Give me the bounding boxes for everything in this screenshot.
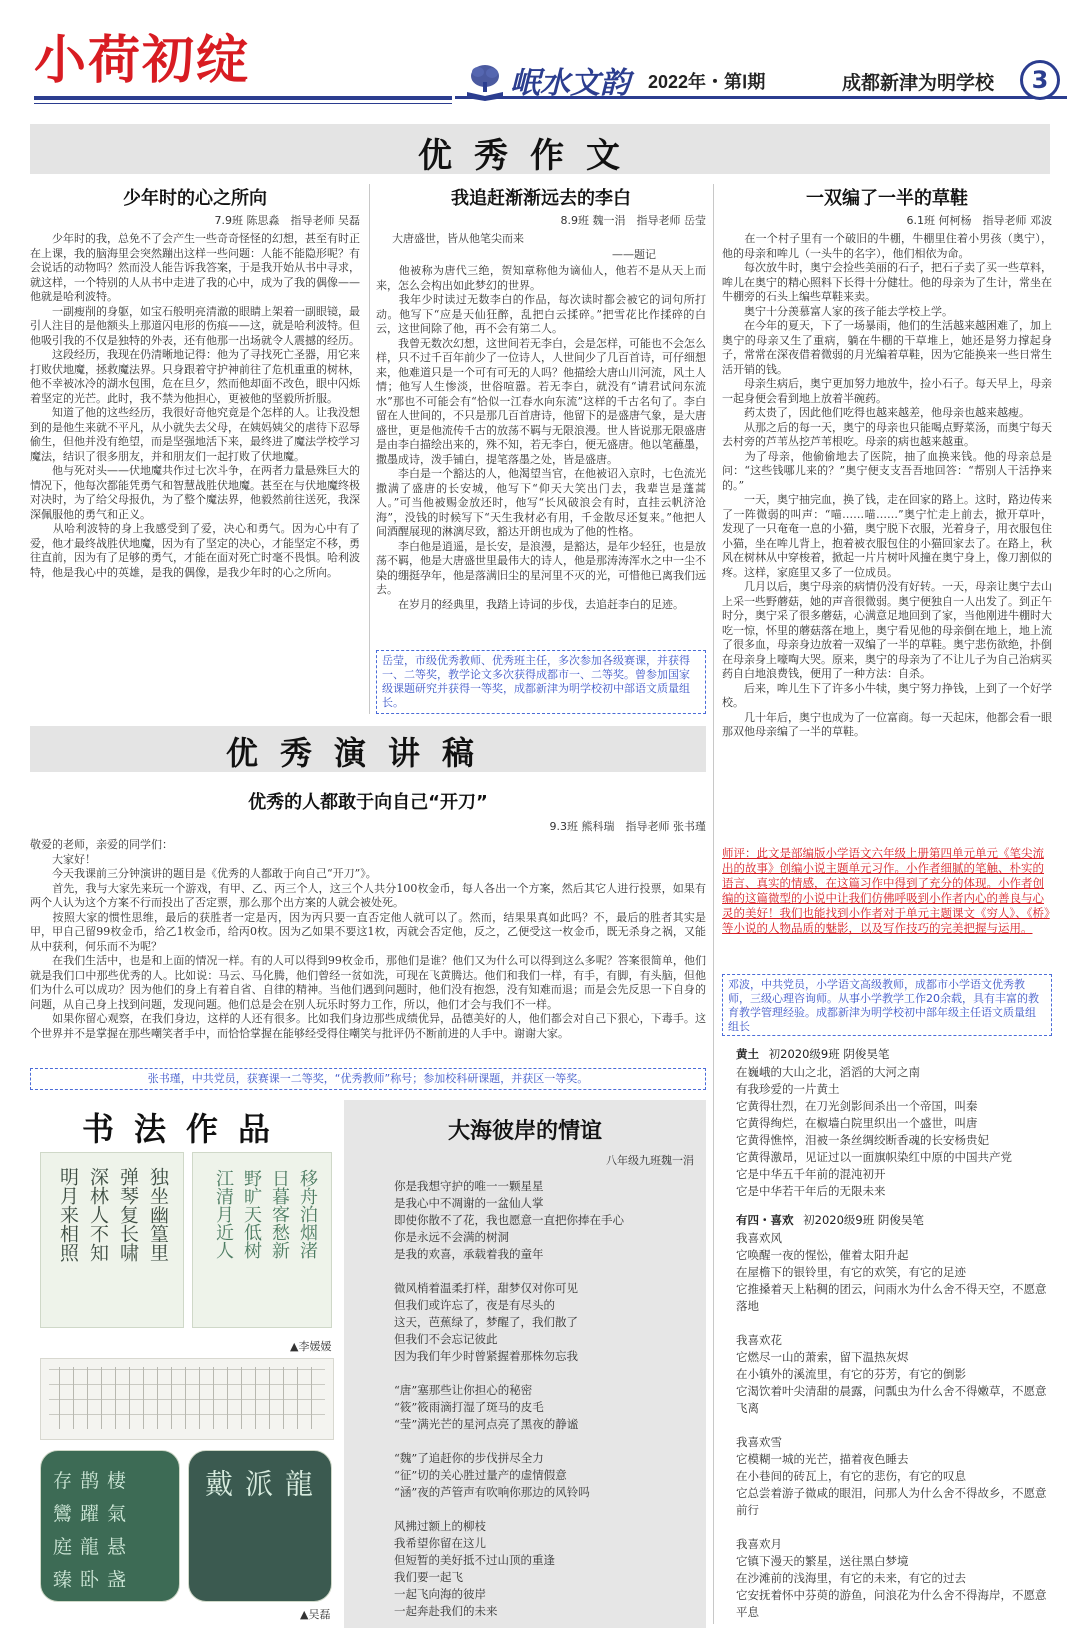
essays-banner-title: 优秀作文 [418,136,642,176]
masthead-school: 成都新津为明学校 [842,73,995,94]
poem3-byline: 初2020级9班 阴俊吴笔 [803,1213,924,1227]
calligraphy-scroll-texture [49,1367,325,1429]
calligraphy-card-2 [192,1152,332,1328]
essays-banner [30,124,1050,174]
poem3-body: 我喜欢风 它唤醒一夜的惺忪，催着太阳升起 在屋檐下的银铃里，有它的欢笑，有它的足迹 它推搡着天上粘稠的团云，问雨水为什么舍不得天空，不愿意落地 我喜欢花 它燃尽一山的萧索，留下温热灰烬 在小镇外的溪流里，有它的芬芳，有它的倒影 它渴饮着叶尖清甜的晨露，问瓢虫为什么舍不得嫩草，不愿意飞离 我喜欢雪 它模糊一城的光芒，描着夜色睡去 在小巷间的砖瓦上，有它的悲伤，有它的叹息 它总尝着游子微咸的眼泪，问那人为什么舍不得故乡，不愿意前行 我喜欢月 它镇下漫天的繁星，送往黑白梦境 在沙滩前的浅海里，有它的未来，有它的过去 它安抚着怀中芬萸的游鱼，问浪花为什么舍不得海岸，不愿意平息 [736,1231,1047,1619]
page-number-badge: 3 [1020,60,1060,100]
calligraphy-card-1-text: 独坐幽篁里 弹琴复长啸 深林人不知 明月来相照 [57,1167,169,1262]
column-divider [369,184,370,714]
calligraphy-scroll [40,1358,334,1440]
essay2-byline: 8.9班 魏一涓 指导老师 岳莹 [560,214,706,227]
essay2-title: 我追赶渐渐远去的李白 [451,188,631,209]
essay3-body: 在一个村子里有一个破旧的牛棚，牛棚里住着小男孩（奥宁），他的母亲和哞儿（一头牛的名字），他们相依为命。 每次放牛时，奥宁会捡些美丽的石子，把石子卖了买一些草料，哞儿在奥宁的精心照料下长得十分健壮。他的母亲为了生计，常坐在牛棚旁的石头上编些草鞋来卖。 奥宁十分羡慕富人家的孩子能去学校上学。 在今年的夏天，下了一场暴雨，他们的生活越来越困难了，加上奥宁的母亲又生了重病，躺在牛棚的干草堆上，她还是努力撑起身子，常常在深夜借着微弱的月光编着草鞋，因为它能换来一些日常生活开销的钱。 母亲生病后，奥宁更加努力地放牛，捡小石子。每天早上，母亲一起身便会看到地上放着半碗药。 药太贵了，因此他们吃得也越来越差，他母亲也越来越瘦。 从那之后的每一天，奥宁的母亲也只能喝点野菜汤，而奥宁每天去村旁的芦苇丛挖芦苇根吃。母亲的病也越来越重。 为了母亲，他偷偷地去了医院，抽了血换来钱。他的母亲总是问：“这些钱哪儿来的？”奥宁便支支吾吾地回答：“帮别人干活挣来的。” 一天，奥宁抽完血，换了钱，走在回家的路上。这时，路边传来了一阵微弱的叫声：“喵……喵……”奥宁忙走上前去，掀开草叶，发现了一只奄奄一息的小猫，奥宁脱下衣服，光着身子，用衣服包住小猫，坐在哞儿背上，抱着被衣服包住的小猫回家去了。在路上，秋风在树林从中穿梭着，掀起一片片树叶风撞在奥宁身上，像刀割似的疼。这样，家庭里又多了一位成员。 几月以后，奥宁母亲的病情仍没有好转。一天，母亲让奥宁去山上采一些野蘑菇，她的声音很微弱。奥宁便独自一人出发了。到正午时分，奥宁采了很多蘑菇，心满意足地回到了家，当他刚进牛棚时大吃一惊，怀里的蘑菇落在地上，奥宁看见他的母亲倒在地上，地上流了很多血，母亲身边放着一双编了一半的草鞋。奥宁悲伤欲绝，扑倒在母亲身上嚎啕大哭。原来，奥宁的母亲为了不让儿子为自己治病买药自白地浪费钱，便用了一种方法：自杀。 后来，哞儿生下了许多小牛犊，奥宁努力挣钱，上到了一个好学校。 几十年后，奥宁也成为了一位富商。每一天起床，他都会看一眼那双他母亲编了一半的草鞋。 [722,232,1052,738]
calligraphy-heading: 书法作品 [82,1110,291,1148]
essay2-body: 他被称为唐代三绝，贺知章称他为谪仙人，他若不是从天上而来，怎么会构出如此梦幻的世界。 我年少时读过无数李白的作品，每次读时都会被它的词句所打动。他写下“应是天仙狂醉，乱把白云揉碎。”把雪花比作揉碎的白云，这世间除了他，再不会有第二人。 我曾无数次幻想，这世间若无李白，会是怎样，可能也不会怎么样，只不过千百年前少了一位诗人，人世间少了几百首诗，可仔细想来，他难道只是一个可有可无的人吗？他描绘大唐山川河流，风土人情；他写人生惨淡，世俗喧嚣。若无李白，就没有“请君试问东流水”那也不可能会有“恰似一江春水向东流”这样的千古名句了。李白留在人世间的，不只是那几百首唐诗，他留下的是盛唐气象，是大唐盛世，更是他流传千古的放荡不羁与无限浪漫。世人皆说那无限盛唐是由李白描绘出来的，殊不知，若无李白，便无盛唐。他以笔蘸墨，撒墨成诗，泼手铺白，提笔落墨之处，皆是盛唐。 李白是一个豁达的人，他渴望当官，在他被诏入京时，七色流光撒满了盛唐的长安城，他写下“仰天大笑出门去，我辈岂是蓬蒿人。”可当他被赐金放还时，他写“长风破浪会有时，直挂云帆济沧海”，没钱的时候写下“天生我材必有用，千金散尽还复来。”他把人间酒醒展现的淋漓尽致，豁达开朗也成为了他的性格。 李白他是逍遥，是长安，是浪漫，是豁达，是年少轻狂，也是放荡不羁，他是大唐盛世里最伟大的诗人，他是那涛涛浑水之中一尘不染的绷挺孕年，他是落满旧尘的星河里不灭的光，可惜他已离我们远去。 在岁月的经典里，我踏上诗词的步伐，去追赶李白的足迹。 [376,264,706,611]
poem2-body: 在巍峨的大山之北，滔滔的大河之南 有我珍爱的一片黄土 它黄得壮烈，在刀光剑影间杀出一个帝国，叫秦 它黄得绚烂，在椒墙白院里织出一个盛世，叫唐 它黄得憔悴，泪被一条丝绸绞断香魂的长安杨贵妃 它黄得激昂，见证过以一面旗帜染红中原的中国共产党 它是中华五千年前的混沌初开 它是中华若干年后的无限未来 [736,1065,1012,1198]
calligraphy-caption-2: ▲吴磊 [300,1608,331,1621]
essay3-byline: 6.1班 何柯杨 指导老师 邓波 [906,214,1052,227]
calligraphy-caption-1: ▲李媛媛 [290,1340,332,1353]
essay3-teacher-note: 邓波，中共党员，小学语文高级教师，成都市小学语文优秀教师，三级心理咨询师。从事小学教学工作20余载，具有丰富的教育教学管理经验。成都新津为明学校初中部年级主任语文质量组组长 [722,974,1052,1036]
poem3-heading [736,1212,1052,1228]
masthead-rule-thin [34,103,452,104]
calligraphy-card-1 [40,1152,184,1328]
essay1-title: 少年时的心之所向 [123,188,267,209]
poem1-panel [344,1100,706,1628]
essay3-teacher-comment: 师评：此文是部编版小学语文六年级上册第四单元单元《笔尖流出的故事》创编小说主题单元习作。小作者细腻的笔触、朴实的语言、真实的情感，在这篇习作中得到了充分的体现。小作者创编的这篇微型的小说中让我们仿佛呼吸到小作者内心的善良与心灵的美好！我们也能找到小作者对于单元主题课文《穷人》、《桥》等小说的人物品质的魅影，以及写作技巧的完美把握与运用。 [722,846,1050,935]
essay2-teacher-note: 岳莹，市级优秀教师、优秀班主任，多次参加各级赛课，并获得一、二等奖，教学论文多次获得成都市一、二等奖。曾参加国家级课题研究并获得一等奖，成都新津为明学校初中部语文质量组长。 [376,650,706,714]
speech-banner-title: 优秀演讲稿 [226,734,497,772]
essay3-title: 一双编了一半的草鞋 [806,188,968,209]
calligraphy-card-3 [40,1450,180,1602]
poem2-byline: 初2020级9班 阴俊昊笔 [768,1047,890,1061]
calligraphy-card-3-text: 存鹊棲 鸞躍氣 庭龍悬 臻卧盏 [53,1470,135,1591]
poem2-heading [736,1046,1052,1062]
essay1-byline: 7.9班 陈思淼 指导老师 吴磊 [214,214,360,227]
speech-title: 优秀的人都敢于向自己“开刀” [248,792,488,813]
masthead-brand: 岷水文韵 [510,66,630,101]
poem1-title: 大海彼岸的情谊 [447,1119,602,1144]
column-divider [713,184,714,1624]
speech-body: 敬爱的老师，亲爱的同学们： 大家好！ 今天我课前三分钟演讲的题目是《优秀的人都敢于向自己“开刀”》。 首先，我与大家先来玩一个游戏，有甲、乙、丙三个人，这三个人共分100枚金币，每人各出一个方案，然后其它人进行投票，如果有两个人认为这个方案不行而投出了否定票，那么那个出方案的人就会被处死。 按照大家的惯性思维，最后的获胜者一定是丙，因为丙只要一直否定他人就可以了。然而，结果果真如此吗？不，最后的胜者其实是甲，甲自己留99枚金币，给乙1枚金币，给丙0枚。因为乙如果不要这1枚，丙就会否定他，反之，乙便受这一枚金币，既无杀身之祸，又能从中获利，何乐而不为呢？ 在我们生活中，也是和上面的情况一样。有的人可以得到99枚金币，那他们是谁？他们又为什么可以得到这么多呢？答案很简单，他们就是我们口中那些优秀的人。比如说：马云、马化腾，他们曾经一贫如洗，可现在飞黄腾达。他们和我们一样，有手，有脚，有头脑，但他们为什么可以成功？因为他们的身上有着自省、自律的精神。当他们遇到问题时，他们没有抱怨，没有知难而退；而是会先反思一下自身的问题，从自己身上找到问题，发现问题。他们总是会在别人玩乐时努力工作，所以，他们才会与我们不一样。 如果你留心观察，在我们身边，这样的人还有很多。比如我们身边那些成绩优异，品德美好的人，他们都会对自己下狠心，下毒手。这个世界并不是掌握在那些嘲笑者手中，而恰恰掌握在能够经受得住嘲笑与批评仍不断前进的人手中。谢谢大家。 [30,838,706,1040]
masthead-rule [34,96,452,100]
calligraphy-card-2-text: 移舟泊烟渚 日暮客愁新 野旷天低树 江清月近人 [213,1169,318,1259]
masthead-title: 小荷初绽 [34,31,251,91]
speech-byline: 9.3班 熊科瑞 指导老师 张书瑾 [549,820,706,833]
essay1-body: 少年时的我，总免不了会产生一些奇奇怪怪的幻想，甚至有时正在上课，我的脑海里会突然蹦出这样一些问题：人能不能隐形呢？有会说话的动物吗？然而没人能告诉我答案，于是我开始从书中寻求，就这样，一个特别的人从书中走进了我的心中，成为了我的偶像——他就是哈利波特。 一副瘦削的身躯，如宝石般明亮清澈的眼睛上架着一副眼镜，最引人注目的是他额头上那道闪电形的伤痕——这，就是哈利波特。但他吸引我的不仅是独特的外表，还有他那一出场就令人震撼的经历。 这段经历，我现在仍清晰地记得：他为了寻找死亡圣器，用它来打败伏地魔，拯救魔法界。只身跟着守护神前往了危机重重的树林，他不幸被冰冷的湖水包围，危在旦夕，然而他却面不改色，眼中闪烁着坚定的光芒。此时，我不禁为他担心，更被他的坚毅所折服。 知道了他的这些经历，我很好奇他究竟是个怎样的人。让我没想到的是他生来就不平凡，从小就失去父母，在姨妈姨父的虐待下忍辱偷生，但他并没有绝望，而是坚强地活下来，最终进了魔法学校学习魔法，结识了很多朋友，并和朋友们一起打败了伏地魔。 他与死对头——伏地魔共作过七次斗争，在两者力量悬殊巨大的情况下，他每次都能凭勇气和智慧战胜伏地魔。甚至在与伏地魔终极对决时，为了给父母报仇，为了整个魔法界，他毅然前往送死，我深深佩服他的勇气和正义。 从哈利波特的身上我感受到了爱，决心和勇气。因为心中有了爱，他才最终战胜伏地魔，因为有了坚定的决心，才能坚定不移，勇往直前，因为有了足够的勇气，才能在面对死亡时毫不畏惧。哈利波特，他是我心中的英雄，是我的偶像，是我少年时的心之所向。 [30,232,360,579]
poem1-body: 你是我想守护的唯一一颗星星 是我心中不凋谢的一盆仙人掌 即使你散不了花，我也愿意一直把你捧在手心 你是永远不会满的树洞 是我的欢喜，承载着我的童年 微风梢着温柔打样，甜梦仅对你可见 但我们或许忘了，夜是有尽头的 这天，芭蕉绿了，梦醒了，我们散了 但我们不会忘记彼此 因为我们年少时曾紧握着那株勿忘我 “唐”塞那些让你担心的秘密 “筱”筱雨滴打湿了斑马的皮毛 “莹”满光芒的星河点亮了黑夜的静谧 “魏”了追赶你的步伐拼尽全力 “征”切的关心胜过量产的虚情假意 “涵”夜的芦管声有吹响你那边的风铃吗 风拂过额上的柳枝 我希望你留在这儿 但短暂的美好抵不过山顶的重逢 我们要一起飞 一起飞向海的彼岸 一起奔赴我们的未来 [394,1179,624,1618]
book-tree-logo-icon [463,62,507,102]
speech-banner [30,726,706,772]
poem2-title: 黄土 [736,1047,759,1061]
poem3-title: 有四・喜欢 [736,1213,794,1227]
essay2-epigraph-source: ——题记 [612,248,656,261]
essay2-epigraph: 大唐盛世，皆从他笔尖而来 [392,232,524,245]
speech-teacher-note: 张书瑾，中共党员，获赛课一二等奖，“优秀教师”称号；参加校科研课题，并获区一等奖。 [30,1068,706,1090]
calligraphy-card-4-text: 龍 派 戴 [201,1469,314,1497]
masthead-issue: 2022年・第Ⅰ期 [648,72,766,92]
calligraphy-card-4 [188,1450,332,1602]
poem1-byline: 八年级九班魏一涓 [606,1154,694,1167]
